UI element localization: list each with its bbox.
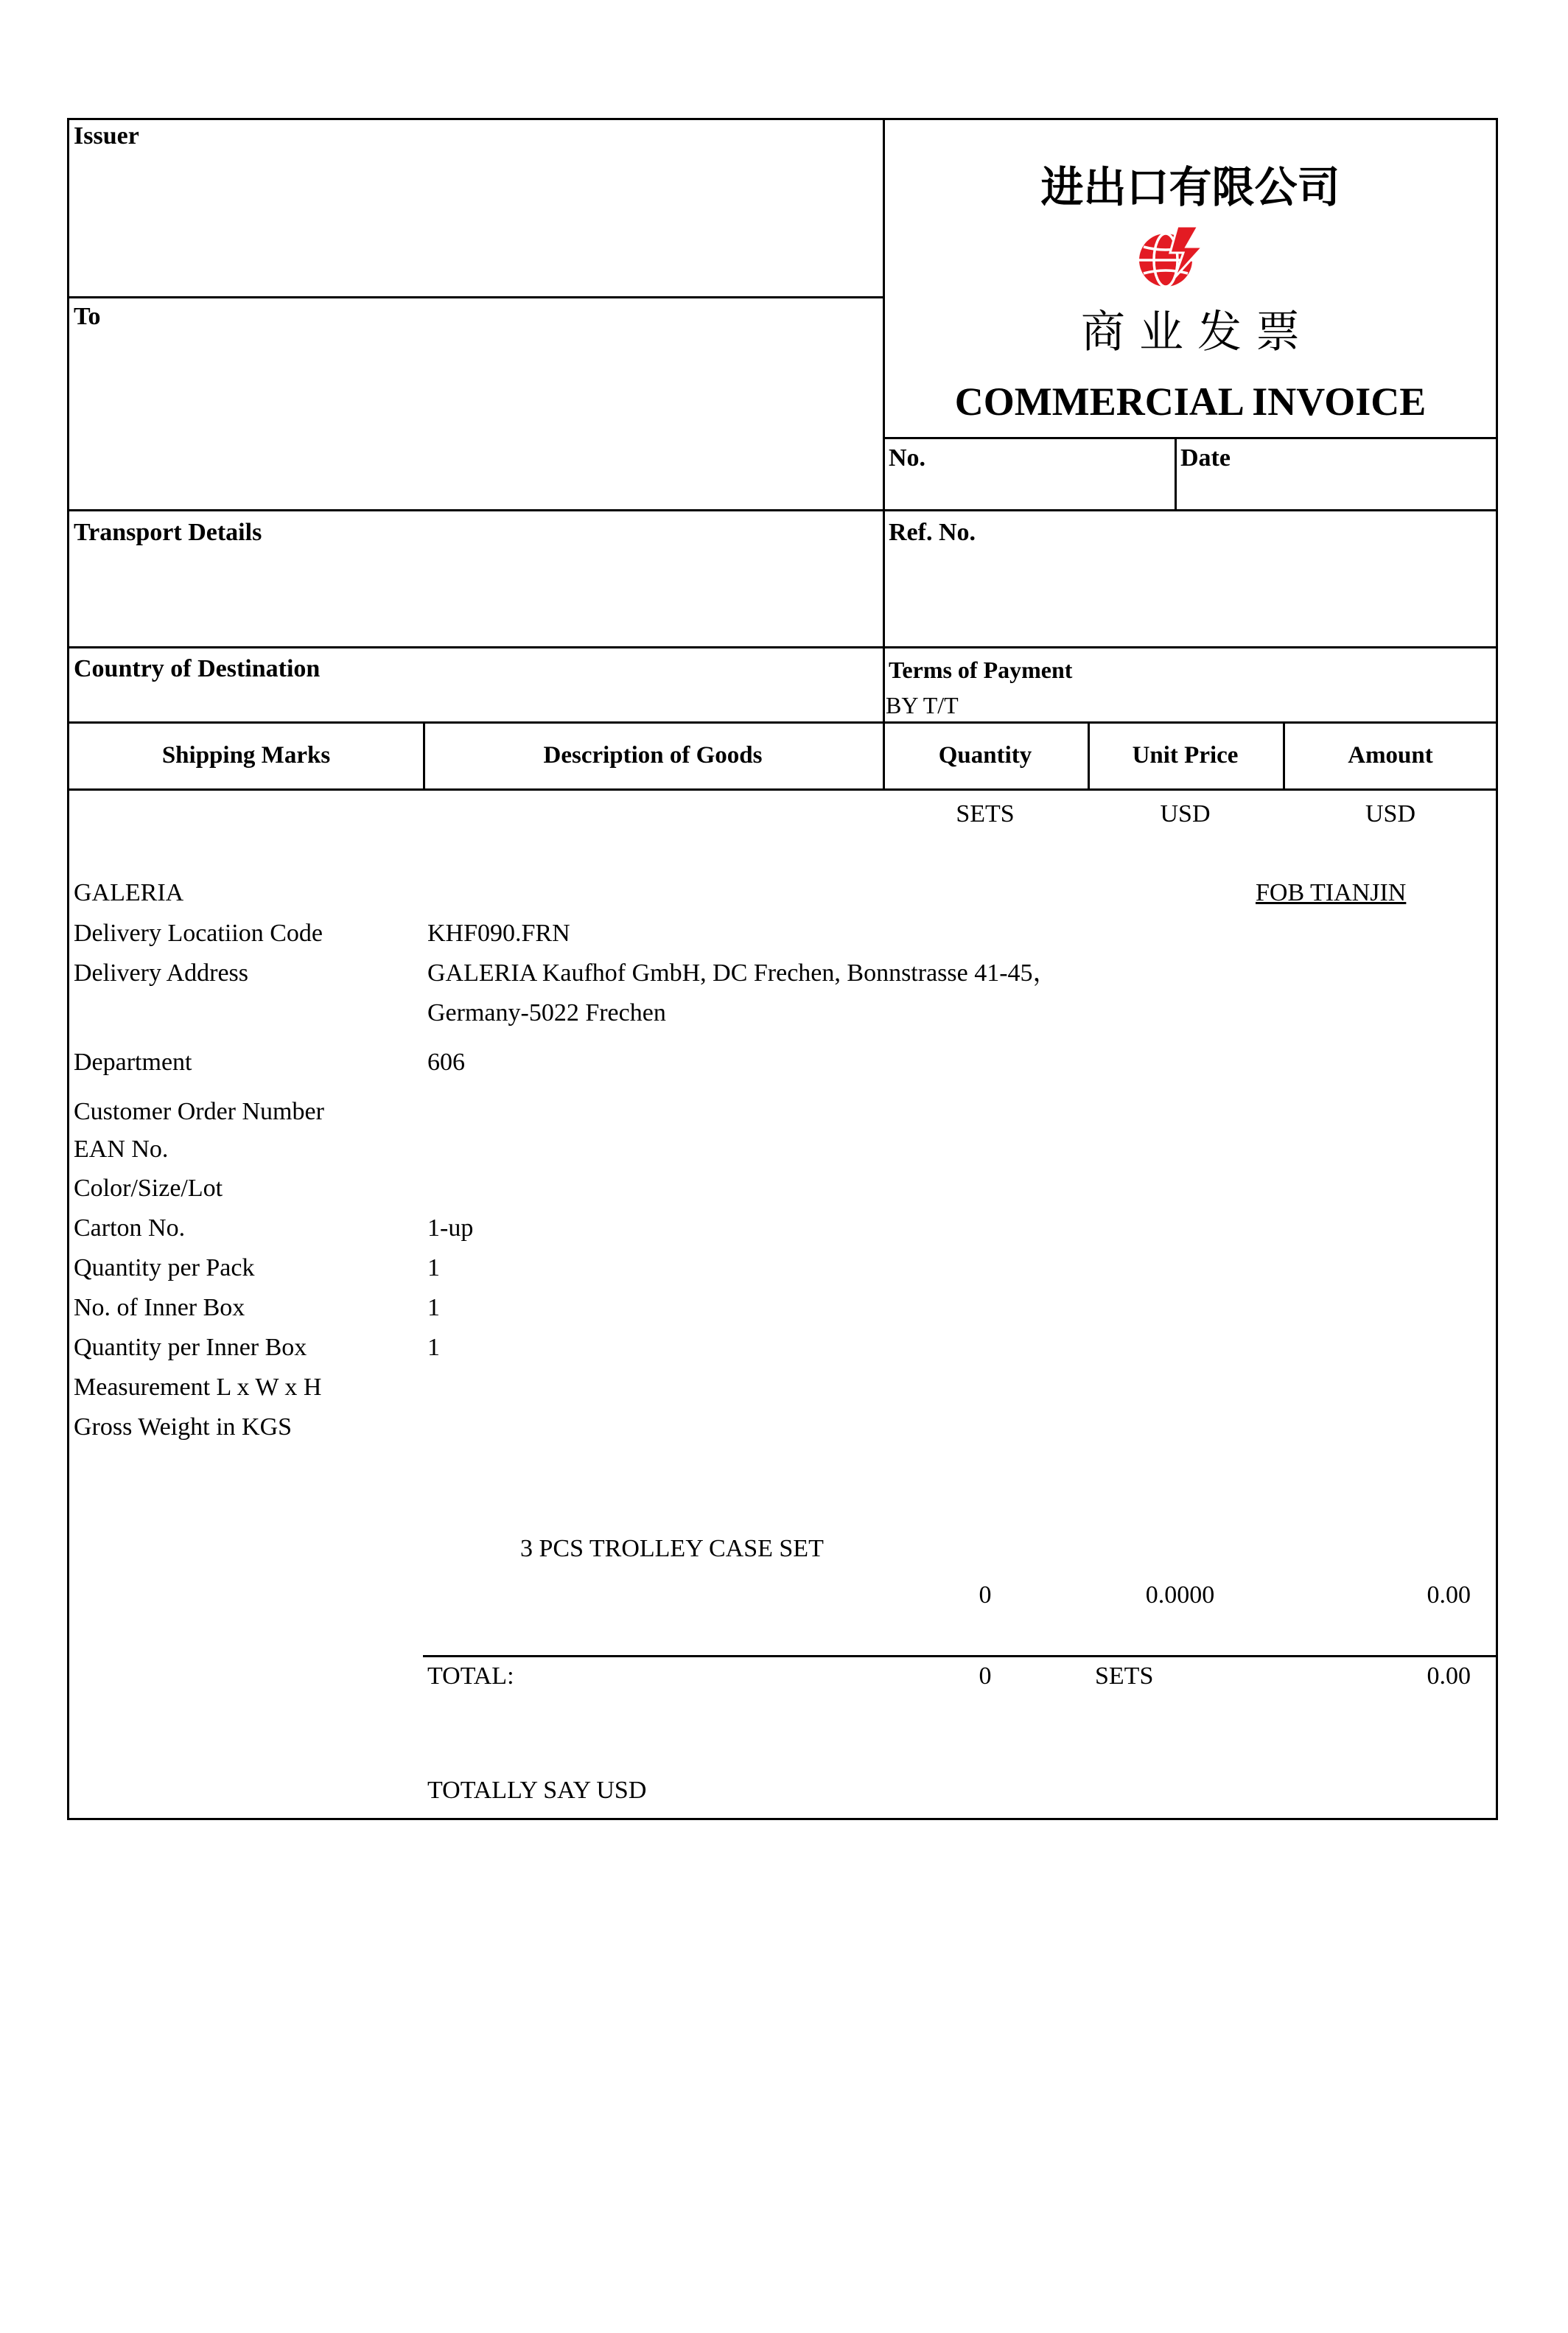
commercial-invoice: [67, 118, 1498, 1820]
terms-of-payment-value: BY T/T: [886, 692, 959, 718]
list-item-label: Color/Size/Lot: [74, 1175, 223, 1202]
list-item-label: Carton No.: [74, 1214, 186, 1242]
globe-lightning-logo-icon: [1132, 225, 1205, 291]
transport-details-label: Transport Details: [74, 519, 262, 546]
total-label: TOTAL:: [427, 1662, 514, 1690]
fob-terms: FOB TIANJIN: [1256, 879, 1407, 906]
ref-no-label: Ref. No.: [889, 519, 976, 546]
list-item-value: 1: [427, 1294, 440, 1321]
item-description: 3 PCS TROLLEY CASE SET: [520, 1535, 824, 1562]
company-name-cn: 进出口有限公司: [1040, 162, 1340, 212]
total-unit: SETS: [1095, 1662, 1154, 1690]
list-item-value: 1: [427, 1254, 440, 1281]
list-item-value: GALERIA Kaufhof GmbH, DC Frechen, Bonnstrasse 41-45，: [427, 959, 1058, 987]
amount-currency: USD: [1365, 800, 1416, 828]
list-item-label: EAN No.: [74, 1136, 169, 1163]
terms-of-payment-label: Terms of Payment: [889, 657, 1073, 683]
total-amount: 0.00: [1427, 1662, 1471, 1690]
column-header-quantity: Quantity: [938, 742, 1032, 769]
to-label: To: [74, 303, 101, 330]
list-item-label: Quantity per Inner Box: [74, 1334, 307, 1361]
country-of-destination-label: Country of Destination: [74, 655, 321, 682]
item-amount: 0.00: [1427, 1581, 1471, 1609]
total-quantity: 0: [979, 1662, 992, 1690]
divider: [883, 437, 1498, 439]
list-item-label: Delivery Address: [74, 959, 249, 987]
column-header-amount: Amount: [1348, 742, 1433, 769]
list-item-label: Department: [74, 1049, 192, 1076]
date-label: Date: [1180, 444, 1231, 472]
list-item-label: Customer Order Number: [74, 1098, 324, 1125]
column-header-description: Description of Goods: [543, 742, 763, 769]
divider: [1175, 437, 1177, 511]
divider: [883, 120, 885, 724]
list-item-label: Quantity per Pack: [74, 1254, 255, 1281]
issuer-label: Issuer: [74, 122, 139, 150]
divider: [69, 646, 1498, 648]
column-header-unit-price: Unit Price: [1132, 742, 1239, 769]
invoice-title-cn: 商 业 发 票: [1080, 307, 1301, 358]
list-item-label: Gross Weight in KGS: [74, 1413, 293, 1441]
unit-price-currency: USD: [1160, 800, 1211, 828]
list-item-label: No. of Inner Box: [74, 1294, 245, 1321]
list-item-value: 1: [427, 1334, 440, 1361]
list-item-value: Germany-5022 Frechen: [427, 999, 666, 1026]
list-item-value: 1-up: [427, 1214, 474, 1242]
quantity-unit: SETS: [956, 800, 1015, 828]
divider: [69, 296, 884, 298]
divider: [69, 509, 1498, 511]
list-item-value: KHF090.FRN: [427, 920, 570, 947]
total-divider: [423, 1655, 1498, 1657]
totally-say: TOTALLY SAY USD: [427, 1777, 647, 1804]
item-unit-price: 0.0000: [1145, 1581, 1215, 1609]
item-quantity: 0: [979, 1581, 992, 1609]
list-item-label: Delivery Locatiion Code: [74, 920, 323, 947]
list-item-label: Measurement L x W x H: [74, 1374, 322, 1401]
list-item-value: 606: [427, 1049, 465, 1076]
no-label: No.: [889, 444, 926, 472]
invoice-title-en: COMMERCIAL INVOICE: [954, 379, 1427, 424]
shipping-brand: GALERIA: [74, 879, 184, 906]
column-header-shipping-marks: Shipping Marks: [161, 742, 331, 769]
